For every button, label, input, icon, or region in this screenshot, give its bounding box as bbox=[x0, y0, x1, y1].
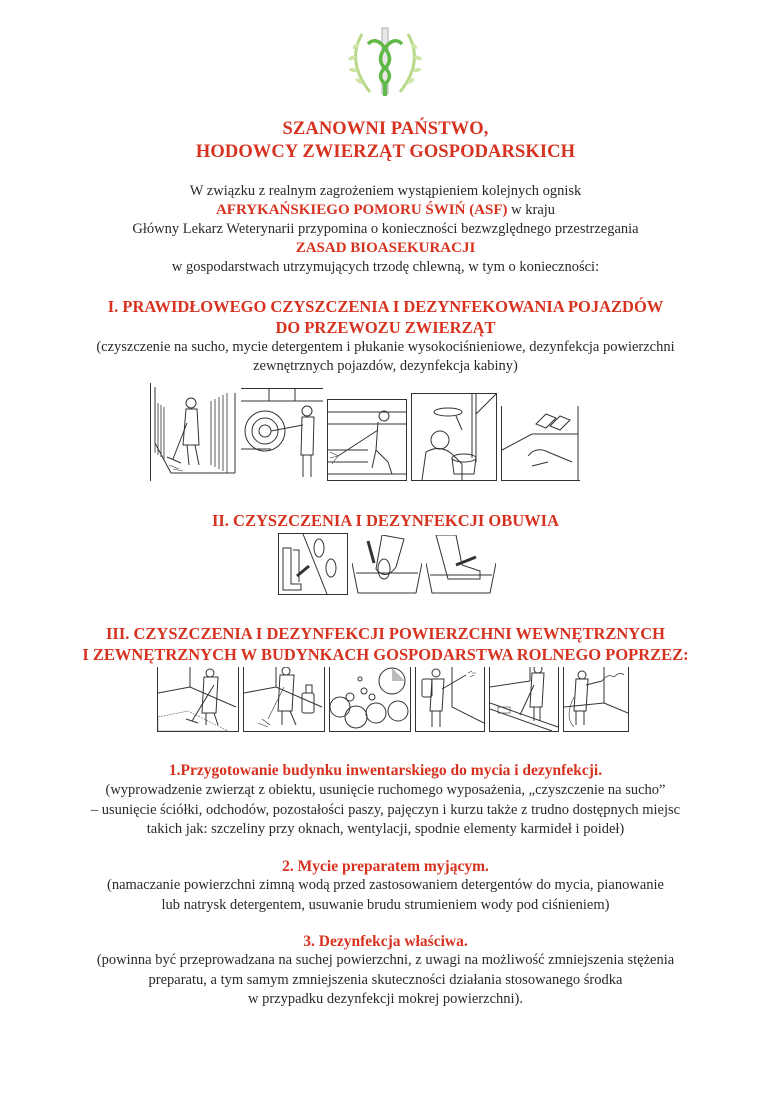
step-1-line-3: takich jak: szczeliny przy oknach, wentylacji, spodnie elementy karmideł i poideł) bbox=[146, 821, 625, 837]
brushing-boots-icon bbox=[278, 533, 348, 595]
section-2-heading bbox=[0, 510, 771, 531]
step-1-line-1: (wyprowadzenie zwierząt z obiektu, usunięcie ruchomego wyposażenia, „czyszczenie na sucho” bbox=[105, 782, 666, 798]
intro-line-5: w gospodarstwach utrzymujących trzodę chlewną, w tym o konieczności: bbox=[171, 259, 600, 275]
boot-in-disinfectant-basin-icon bbox=[426, 535, 496, 595]
page-title bbox=[0, 118, 771, 164]
step-2-line-1: (namaczanie powierzchni zimną wodą przed zastosowaniem detergentów do mycia, pianowanie bbox=[107, 877, 664, 893]
sweeping-with-sprayer-icon bbox=[243, 667, 325, 732]
intro-line-1: W związku z realnym zagrożeniem wystąpieniem kolejnych ognisk bbox=[189, 183, 582, 199]
foam-bubbles-timer-icon bbox=[329, 667, 411, 732]
step-3-line-2: preparatu, a tym samym zmniejszenia skuteczności działania stosowanego środka bbox=[148, 971, 623, 988]
section-3-heading-line-1: III. CZYSZCZENIA I DEZYNFEKCJI POWIERZCHNI WEWNĘTRZNYCH bbox=[106, 624, 665, 643]
title-line-2: HODOWCY ZWIERZĄT GOSPODARSKICH bbox=[195, 142, 576, 162]
backpack-spraying-icon bbox=[415, 667, 485, 732]
section-2-heading-line-1: II. CZYSZCZENIA I DEZYNFEKCJI OBUWIA bbox=[211, 511, 560, 530]
pressure-washing-wheel-icon bbox=[241, 388, 323, 481]
intro-line-3: Główny Lekarz Weterynarii przypomina o konieczności bezwzględnego przestrzegania bbox=[132, 221, 639, 237]
scraping-floor-icon bbox=[157, 667, 239, 732]
section-1-heading bbox=[0, 296, 771, 338]
sweeping-vehicle-floor-icon bbox=[150, 383, 237, 481]
step-3-line-1: (powinna być przeprowadzana na suchej powierzchni, z uwagi na możliwość zmniejszenia stężenia bbox=[96, 952, 675, 968]
step-2-heading: 2. Mycie preparatem myjącym. bbox=[282, 858, 489, 875]
intro-paragraph bbox=[0, 182, 771, 277]
wiping-pedals-icon bbox=[501, 406, 580, 481]
bioasekuracja-highlight: ZASAD BIOASEKURACJI bbox=[295, 240, 476, 256]
section-2-illustrations bbox=[278, 533, 500, 595]
step-1-heading: 1.Przygotowanie budynku inwentarskiego do mycia i dezynfekcji. bbox=[168, 762, 603, 779]
caduceus-wreath-icon bbox=[340, 22, 430, 102]
intro-line-2-rest: w kraju bbox=[507, 202, 556, 218]
step-1-line-2: – usunięcie ściółki, odchodów, pozostałości paszy, pajęczyn i kurzu także z trudno dostępnych miejsc bbox=[90, 801, 681, 818]
step-3-heading: 3. Dezynfekcja właściwa. bbox=[303, 933, 468, 950]
section-1-heading-line-2: DO PRZEWOZU ZWIERZĄT bbox=[275, 318, 496, 337]
section-1-heading-line-1: I. PRAWIDŁOWEGO CZYSZCZENIA I DEZYNFEKOWANIA POJAZDÓW bbox=[107, 297, 664, 316]
step-3-description bbox=[0, 951, 771, 1010]
section-3-heading bbox=[0, 623, 771, 665]
veterinary-logo bbox=[340, 22, 430, 102]
section-1-desc-line-1: (czyszczenie na sucho, mycie detergentem i płukanie wysokociśnieniowe, dezynfekcja powierzchni bbox=[96, 339, 675, 355]
section-1-desc-line-2: zewnętrznych pojazdów, dezynfekcja kabiny) bbox=[253, 358, 518, 374]
section-3-heading-line-2: I ZEWNĘTRZNYCH W BUDYNKACH GOSPODARSTWA ROLNEGO POPRZEZ: bbox=[82, 645, 689, 664]
spraying-undercarriage-icon bbox=[327, 399, 407, 481]
cleaning-cab-interior-icon bbox=[411, 393, 497, 481]
section-3-illustrations bbox=[157, 667, 633, 732]
section-1-illustrations bbox=[150, 383, 584, 481]
title-line-1: SZANOWNI PAŃSTWO, bbox=[282, 119, 489, 139]
step-2-line-2: lub natrysk detergentem, usuwanie brudu strumieniem wody pod ciśnieniem) bbox=[161, 896, 610, 913]
washing-drain-icon bbox=[489, 667, 559, 732]
step-1-description bbox=[0, 781, 771, 840]
brushing-sole-in-basin-icon bbox=[352, 535, 422, 595]
intro-line-2 bbox=[0, 201, 771, 220]
section-1-description bbox=[0, 338, 771, 376]
asf-highlight: AFRYKAŃSKIEGO POMORU ŚWIŃ (ASF) bbox=[215, 202, 508, 218]
step-2-description bbox=[0, 876, 771, 915]
step-3-line-3: w przypadku dezynfekcji mokrej powierzchni). bbox=[248, 991, 523, 1007]
fogging-walls-icon bbox=[563, 667, 629, 732]
